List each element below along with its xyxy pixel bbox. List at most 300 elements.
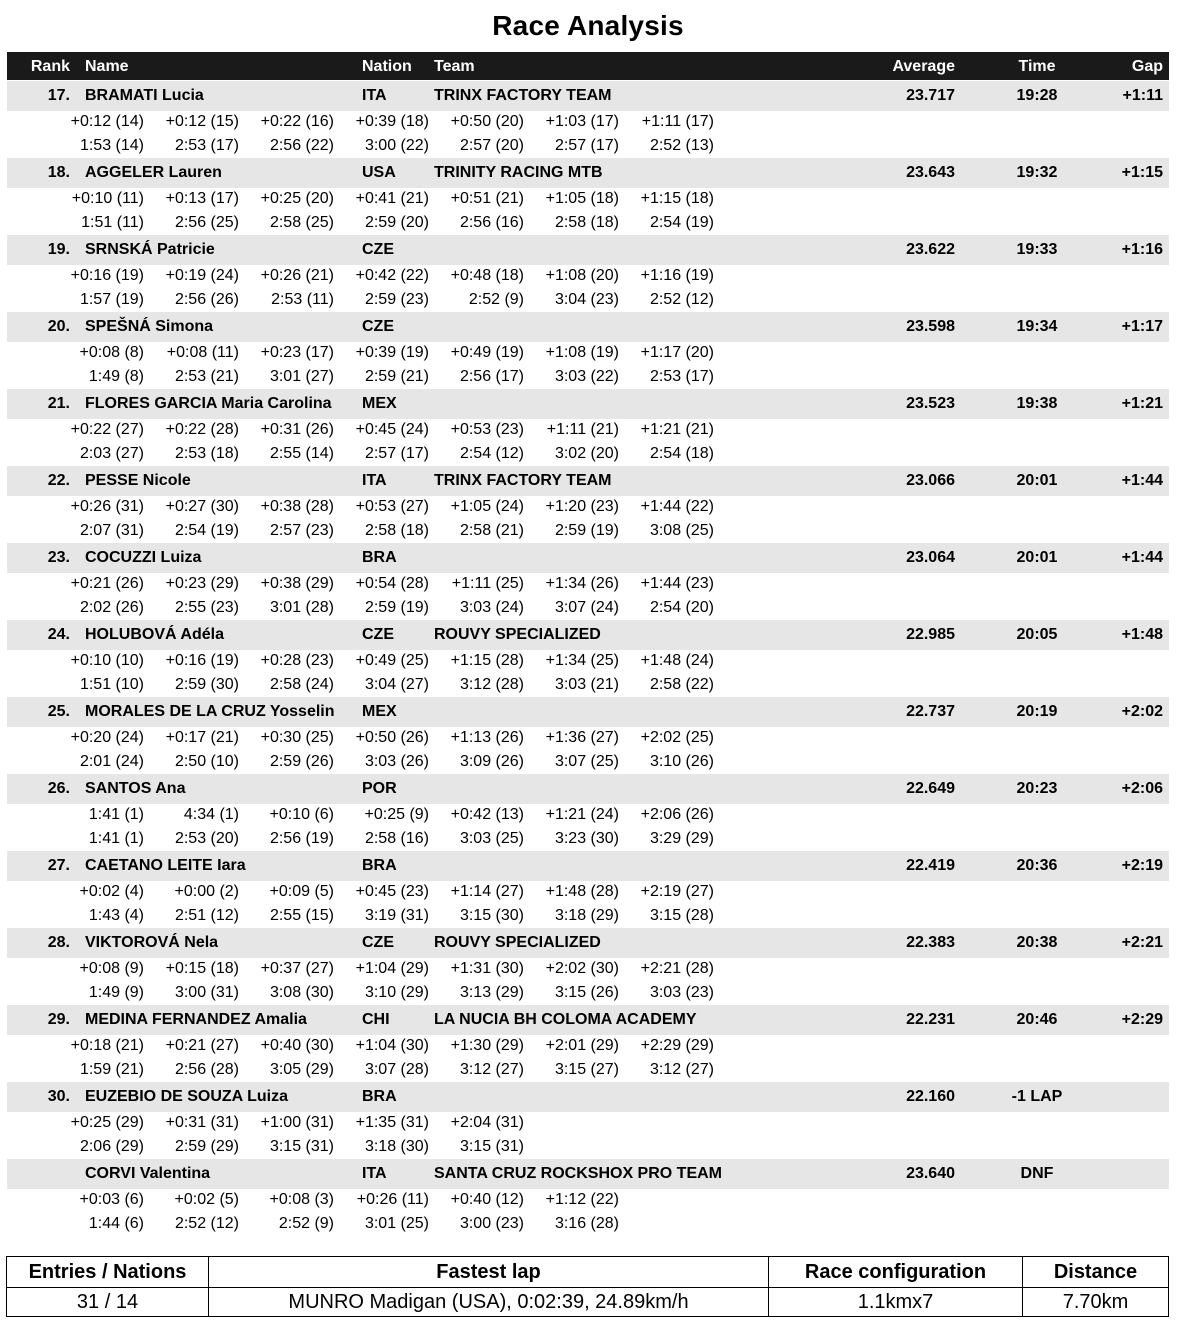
lap-time: 3:19 (31) <box>364 907 429 924</box>
split-gap: +1:21 (24) <box>545 806 619 823</box>
rider-nation: MEX <box>362 703 397 720</box>
rider-time: 20:46 <box>1016 1011 1058 1028</box>
rider-rank: 25. <box>47 703 70 720</box>
column-average: Average <box>892 58 955 75</box>
rider-nation: USA <box>362 164 396 181</box>
rider-nation: BRA <box>362 549 397 566</box>
lap-time: 2:58 (22) <box>649 676 714 693</box>
lap-time: 3:12 (27) <box>459 1061 524 1078</box>
rider-time: 20:36 <box>1016 857 1058 874</box>
rider-average: 22.383 <box>906 934 955 951</box>
lap-time: 3:15 (26) <box>554 984 619 1001</box>
split-gap: +0:48 (18) <box>450 267 524 284</box>
split-gap: +0:49 (19) <box>450 344 524 361</box>
lap-time-row <box>7 443 1169 466</box>
race-summary-table <box>6 1256 1169 1317</box>
lap-time-row <box>7 1059 1169 1082</box>
rider-team: SANTA CRUZ ROCKSHOX PRO TEAM <box>434 1165 722 1182</box>
rider-team: ROUVY SPECIALIZED <box>434 626 601 643</box>
lap-time: 2:53 (20) <box>174 830 239 847</box>
split-gap: +0:41 (21) <box>355 190 429 207</box>
rider-team: TRINX FACTORY TEAM <box>434 87 612 104</box>
rider-block <box>7 1082 1169 1159</box>
split-gap: +0:42 (13) <box>450 806 524 823</box>
rider-row <box>7 620 1169 650</box>
rider-row <box>7 1159 1169 1189</box>
column-name: Name <box>85 58 129 75</box>
split-gap: +0:09 (5) <box>269 883 334 900</box>
split-gap: +1:08 (20) <box>545 267 619 284</box>
lap-time: 3:13 (29) <box>459 984 524 1001</box>
rider-name: SRNSKÁ Patricie <box>85 241 215 258</box>
rider-name: VIKTOROVÁ Nela <box>85 934 219 951</box>
split-gap: +0:08 (9) <box>79 960 144 977</box>
column-rank: Rank <box>30 58 70 75</box>
lap-time: 3:15 (28) <box>649 907 714 924</box>
lap-time: 3:23 (30) <box>554 830 619 847</box>
split-gap: +0:22 (16) <box>260 113 334 130</box>
lap-time: 1:59 (21) <box>79 1061 144 1078</box>
rider-average: 22.160 <box>906 1088 955 1105</box>
split-gap-row <box>7 342 1169 365</box>
split-gap: +1:04 (30) <box>355 1037 429 1054</box>
lap-time: 2:58 (25) <box>269 214 334 231</box>
rider-gap: +1:16 <box>1121 241 1163 258</box>
rider-rank: 26. <box>47 780 70 797</box>
split-gap: +1:31 (30) <box>450 960 524 977</box>
rider-nation: MEX <box>362 395 397 412</box>
lap-time: 3:07 (25) <box>554 753 619 770</box>
lap-time: 2:53 (21) <box>174 368 239 385</box>
split-gap: +0:02 (5) <box>174 1191 239 1208</box>
split-gap-row <box>7 650 1169 673</box>
rider-nation: CZE <box>362 241 394 258</box>
split-gap: +1:48 (28) <box>545 883 619 900</box>
lap-time: 2:57 (17) <box>554 137 619 154</box>
lap-time: 2:59 (19) <box>364 599 429 616</box>
distance-value: 7.70km <box>1023 1288 1169 1317</box>
rider-row <box>7 235 1169 265</box>
lap-time: 2:55 (23) <box>174 599 239 616</box>
lap-time: 2:56 (22) <box>269 137 334 154</box>
rider-block <box>7 851 1169 928</box>
lap-time: 3:10 (29) <box>364 984 429 1001</box>
split-gap: +2:19 (27) <box>640 883 714 900</box>
rider-block <box>7 774 1169 851</box>
rider-average: 23.523 <box>906 395 955 412</box>
race-configuration-label: Race configuration <box>769 1257 1023 1288</box>
lap-time-row <box>7 520 1169 543</box>
rider-row <box>7 774 1169 804</box>
column-time: Time <box>1018 58 1056 75</box>
column-gap: Gap <box>1131 58 1163 75</box>
rider-average: 23.622 <box>906 241 955 258</box>
lap-time: 3:05 (29) <box>269 1061 334 1078</box>
lap-time: 2:06 (29) <box>79 1138 144 1155</box>
rider-block <box>7 312 1169 389</box>
split-gap: +2:02 (30) <box>545 960 619 977</box>
lap-time: 2:59 (26) <box>269 753 334 770</box>
lap-time-row <box>7 828 1169 851</box>
split-gap: +0:16 (19) <box>70 267 144 284</box>
lap-time-row <box>7 289 1169 312</box>
lap-time: 3:01 (25) <box>364 1215 429 1232</box>
split-gap: +0:21 (26) <box>70 575 144 592</box>
split-gap: +0:20 (24) <box>70 729 144 746</box>
rider-block <box>7 389 1169 466</box>
rider-name: HOLUBOVÁ Adéla <box>85 626 224 643</box>
rider-name: MORALES DE LA CRUZ Yosselin <box>85 703 335 720</box>
rider-gap: +2:29 <box>1121 1011 1163 1028</box>
rider-gap: +1:48 <box>1121 626 1163 643</box>
fastest-lap-value: MUNRO Madigan (USA), 0:02:39, 24.89km/h <box>209 1288 769 1317</box>
rider-row <box>7 928 1169 958</box>
lap-time: 2:53 (17) <box>174 137 239 154</box>
lap-time: 2:57 (20) <box>459 137 524 154</box>
split-gap: +0:08 (3) <box>269 1191 334 1208</box>
rider-name: SANTOS Ana <box>85 780 186 797</box>
lap-time: 3:15 (30) <box>459 907 524 924</box>
split-gap: +0:19 (24) <box>165 267 239 284</box>
lap-time: 2:59 (20) <box>364 214 429 231</box>
lap-time: 3:10 (26) <box>649 753 714 770</box>
split-gap: +0:53 (27) <box>355 498 429 515</box>
rider-nation: ITA <box>362 472 387 489</box>
lap-time: 2:50 (10) <box>174 753 239 770</box>
rider-team: TRINX FACTORY TEAM <box>434 472 612 489</box>
rider-block <box>7 81 1169 158</box>
split-gap: +1:17 (20) <box>640 344 714 361</box>
rider-gap: +2:02 <box>1121 703 1163 720</box>
split-gap: +0:50 (26) <box>355 729 429 746</box>
lap-time: 2:52 (9) <box>468 291 524 308</box>
split-gap: 1:41 (1) <box>88 806 144 823</box>
rider-name: COCUZZI Luiza <box>85 549 202 566</box>
split-gap: +0:03 (6) <box>79 1191 144 1208</box>
lap-time: 2:52 (9) <box>278 1215 334 1232</box>
lap-time: 2:52 (12) <box>174 1215 239 1232</box>
lap-time: 2:07 (31) <box>79 522 144 539</box>
rider-average: 22.649 <box>906 780 955 797</box>
split-gap: +0:42 (22) <box>355 267 429 284</box>
rider-rank: 19. <box>47 241 70 258</box>
split-gap: +0:23 (29) <box>165 575 239 592</box>
lap-time: 2:59 (23) <box>364 291 429 308</box>
rider-row <box>7 81 1169 111</box>
rider-time: 19:28 <box>1016 87 1058 104</box>
split-gap: +0:02 (4) <box>79 883 144 900</box>
rider-time: 20:01 <box>1016 549 1058 566</box>
split-gap-row <box>7 727 1169 750</box>
rider-gap: +2:06 <box>1121 780 1163 797</box>
lap-time: 3:03 (21) <box>554 676 619 693</box>
split-gap: +1:05 (24) <box>450 498 524 515</box>
lap-time: 2:52 (12) <box>649 291 714 308</box>
lap-time: 2:51 (12) <box>174 907 239 924</box>
rider-gap: +1:15 <box>1121 164 1163 181</box>
lap-time: 2:56 (17) <box>459 368 524 385</box>
rider-average: 22.985 <box>906 626 955 643</box>
rider-time: 19:34 <box>1016 318 1058 335</box>
rider-nation: CZE <box>362 934 394 951</box>
fastest-lap-label: Fastest lap <box>209 1257 769 1288</box>
rider-rank: 27. <box>47 857 70 874</box>
rider-average: 22.231 <box>906 1011 955 1028</box>
split-gap: +2:04 (31) <box>450 1114 524 1131</box>
lap-time: 2:59 (19) <box>554 522 619 539</box>
split-gap-row <box>7 496 1169 519</box>
rider-average: 22.737 <box>906 703 955 720</box>
split-gap: +0:21 (27) <box>165 1037 239 1054</box>
split-gap: +1:12 (22) <box>545 1191 619 1208</box>
rider-row <box>7 158 1169 188</box>
rider-name: BRAMATI Lucia <box>85 87 204 104</box>
lap-time: 2:53 (18) <box>174 445 239 462</box>
lap-time: 1:44 (6) <box>88 1215 144 1232</box>
lap-time: 2:57 (23) <box>269 522 334 539</box>
lap-time: 3:18 (30) <box>364 1138 429 1155</box>
split-gap: +1:30 (29) <box>450 1037 524 1054</box>
split-gap: +0:49 (25) <box>355 652 429 669</box>
rider-team: LA NUCIA BH COLOMA ACADEMY <box>434 1011 697 1028</box>
lap-time: 3:03 (25) <box>459 830 524 847</box>
split-gap: +0:37 (27) <box>260 960 334 977</box>
split-gap-row <box>7 804 1169 827</box>
rider-rank: 23. <box>47 549 70 566</box>
entries-value: 31 / 14 <box>7 1288 209 1317</box>
rider-block <box>7 928 1169 1005</box>
split-gap: +2:21 (28) <box>640 960 714 977</box>
split-gap: +0:45 (23) <box>355 883 429 900</box>
lap-time: 3:03 (26) <box>364 753 429 770</box>
rider-average: 22.419 <box>906 857 955 874</box>
split-gap: +0:50 (20) <box>450 113 524 130</box>
lap-time: 2:01 (24) <box>79 753 144 770</box>
lap-time-row <box>7 135 1169 158</box>
lap-time: 1:51 (10) <box>79 676 144 693</box>
rider-name: PESSE Nicole <box>85 472 191 489</box>
split-gap: +2:01 (29) <box>545 1037 619 1054</box>
split-gap: +1:16 (19) <box>640 267 714 284</box>
split-gap-row <box>7 265 1169 288</box>
rider-gap: +2:19 <box>1121 857 1163 874</box>
rider-nation: POR <box>362 780 397 797</box>
rider-block <box>7 620 1169 697</box>
rider-rank: 28. <box>47 934 70 951</box>
lap-time: 2:54 (18) <box>649 445 714 462</box>
split-gap: +1:00 (31) <box>260 1114 334 1131</box>
split-gap: +0:22 (28) <box>165 421 239 438</box>
split-gap: +0:28 (23) <box>260 652 334 669</box>
rider-row <box>7 389 1169 419</box>
split-gap: +1:21 (21) <box>640 421 714 438</box>
lap-time-row <box>7 366 1169 389</box>
rider-rank: 17. <box>47 87 70 104</box>
lap-time: 2:52 (13) <box>649 137 714 154</box>
lap-time: 2:56 (28) <box>174 1061 239 1078</box>
rider-nation: CZE <box>362 626 394 643</box>
split-gap: +0:18 (21) <box>70 1037 144 1054</box>
lap-time-row <box>7 1136 1169 1159</box>
column-nation: Nation <box>362 58 412 75</box>
lap-time-row <box>7 597 1169 620</box>
rider-team: TRINITY RACING MTB <box>434 164 603 181</box>
lap-time: 2:55 (14) <box>269 445 334 462</box>
split-gap: +1:11 (17) <box>641 113 714 130</box>
rider-row <box>7 1005 1169 1035</box>
lap-time: 2:57 (17) <box>364 445 429 462</box>
split-gap: +0:39 (19) <box>355 344 429 361</box>
lap-time: 3:16 (28) <box>554 1215 619 1232</box>
lap-time: 2:54 (19) <box>174 522 239 539</box>
rider-time: 20:05 <box>1016 626 1058 643</box>
split-gap: +1:15 (28) <box>450 652 524 669</box>
rider-rank: 20. <box>47 318 70 335</box>
lap-time: 2:59 (29) <box>174 1138 239 1155</box>
lap-time: 3:09 (26) <box>459 753 524 770</box>
lap-time: 3:07 (24) <box>554 599 619 616</box>
split-gap: +0:54 (28) <box>355 575 429 592</box>
rider-row <box>7 466 1169 496</box>
split-gap: +2:06 (26) <box>640 806 714 823</box>
lap-time-row <box>7 674 1169 697</box>
split-gap-row <box>7 881 1169 904</box>
lap-time: 3:02 (20) <box>554 445 619 462</box>
rider-name: CAETANO LEITE Iara <box>85 857 246 874</box>
split-gap: +0:16 (19) <box>165 652 239 669</box>
lap-time: 2:54 (19) <box>649 214 714 231</box>
split-gap: +0:13 (17) <box>165 190 239 207</box>
lap-time-row <box>7 751 1169 774</box>
split-gap: +0:10 (11) <box>71 190 144 207</box>
split-gap: +1:14 (27) <box>450 883 524 900</box>
rider-nation: BRA <box>362 1088 397 1105</box>
lap-time: 2:54 (20) <box>649 599 714 616</box>
lap-time: 1:51 (11) <box>81 214 144 231</box>
rider-time: 19:33 <box>1016 241 1058 258</box>
split-gap: +1:20 (23) <box>545 498 619 515</box>
lap-time: 3:12 (28) <box>459 676 524 693</box>
lap-time: 2:58 (18) <box>364 522 429 539</box>
lap-time: 3:08 (30) <box>269 984 334 1001</box>
rider-block <box>7 1005 1169 1082</box>
split-gap-row <box>7 958 1169 981</box>
lap-time: 3:29 (29) <box>649 830 714 847</box>
split-gap: +2:02 (25) <box>640 729 714 746</box>
rider-time: -1 LAP <box>1011 1088 1063 1105</box>
lap-time: 3:08 (25) <box>649 522 714 539</box>
rider-gap: +1:44 <box>1121 472 1163 489</box>
split-gap: +0:25 (29) <box>70 1114 144 1131</box>
lap-time: 2:58 (18) <box>554 214 619 231</box>
split-gap: +1:05 (18) <box>545 190 619 207</box>
lap-time: 1:43 (4) <box>88 907 144 924</box>
lap-time: 2:59 (21) <box>364 368 429 385</box>
rider-block <box>7 697 1169 774</box>
column-header <box>7 52 1169 80</box>
rider-block <box>7 543 1169 620</box>
rider-team: ROUVY SPECIALIZED <box>434 934 601 951</box>
page-title: Race Analysis <box>492 10 684 41</box>
lap-time-row <box>7 212 1169 235</box>
split-gap: +1:13 (26) <box>450 729 524 746</box>
rider-rank: 21. <box>47 395 70 412</box>
rider-rank: 30. <box>47 1088 70 1105</box>
rider-average: 23.643 <box>906 164 955 181</box>
lap-time-row <box>7 982 1169 1005</box>
split-gap: +1:03 (17) <box>545 113 619 130</box>
split-gap: +0:25 (9) <box>364 806 429 823</box>
split-gap-row <box>7 573 1169 596</box>
split-gap: +0:22 (27) <box>70 421 144 438</box>
rider-name: EUZEBIO DE SOUZA Luiza <box>85 1088 288 1105</box>
rider-name: FLORES GARCIA Maria Carolina <box>85 395 332 412</box>
distance-label: Distance <box>1023 1257 1169 1288</box>
rider-nation: CHI <box>362 1011 390 1028</box>
rider-name: CORVI Valentina <box>85 1165 211 1182</box>
rider-average: 23.066 <box>906 472 955 489</box>
lap-time: 1:41 (1) <box>88 830 144 847</box>
split-gap: +0:15 (18) <box>165 960 239 977</box>
split-gap: +0:38 (28) <box>260 498 334 515</box>
rider-average: 23.717 <box>906 87 955 104</box>
split-gap-row <box>7 419 1169 442</box>
lap-time: 3:03 (23) <box>649 984 714 1001</box>
lap-time: 3:03 (24) <box>459 599 524 616</box>
lap-time: 2:59 (30) <box>174 676 239 693</box>
lap-time: 3:07 (28) <box>364 1061 429 1078</box>
lap-time: 1:53 (14) <box>79 137 144 154</box>
lap-time: 2:56 (19) <box>269 830 334 847</box>
split-gap: +1:34 (26) <box>545 575 619 592</box>
split-gap: +1:44 (22) <box>640 498 714 515</box>
rider-rank: 24. <box>47 626 70 643</box>
lap-time: 3:03 (22) <box>554 368 619 385</box>
lap-time: 3:04 (27) <box>364 676 429 693</box>
rider-rank: 18. <box>47 164 70 181</box>
split-gap: +0:10 (10) <box>70 652 144 669</box>
lap-time: 3:00 (22) <box>364 137 429 154</box>
split-gap: +0:08 (8) <box>79 344 144 361</box>
lap-time: 1:57 (19) <box>79 291 144 308</box>
lap-time: 2:54 (12) <box>459 445 524 462</box>
lap-time: 3:12 (27) <box>649 1061 714 1078</box>
split-gap: 4:34 (1) <box>183 806 239 823</box>
lap-time: 2:58 (24) <box>269 676 334 693</box>
split-gap: +1:44 (23) <box>640 575 714 592</box>
rider-name: MEDINA FERNANDEZ Amalia <box>85 1011 307 1028</box>
rider-nation: ITA <box>362 87 387 104</box>
rider-name: AGGELER Lauren <box>85 164 222 181</box>
rider-time: 19:38 <box>1016 395 1058 412</box>
split-gap: +0:26 (11) <box>356 1191 429 1208</box>
rider-nation: ITA <box>362 1165 387 1182</box>
lap-time: 1:49 (9) <box>88 984 144 1001</box>
split-gap: +0:38 (29) <box>260 575 334 592</box>
split-gap: +0:12 (15) <box>165 113 239 130</box>
split-gap-row <box>7 1112 1169 1135</box>
lap-time: 2:53 (17) <box>649 368 714 385</box>
rider-time: 20:01 <box>1016 472 1058 489</box>
split-gap: +0:39 (18) <box>355 113 429 130</box>
split-gap: +0:30 (25) <box>260 729 334 746</box>
entries-label: Entries / Nations <box>7 1257 209 1288</box>
lap-time: 3:15 (31) <box>459 1138 524 1155</box>
lap-time: 1:49 (8) <box>88 368 144 385</box>
split-gap: +0:26 (21) <box>260 267 334 284</box>
rider-row <box>7 1082 1169 1112</box>
split-gap: +1:34 (25) <box>545 652 619 669</box>
